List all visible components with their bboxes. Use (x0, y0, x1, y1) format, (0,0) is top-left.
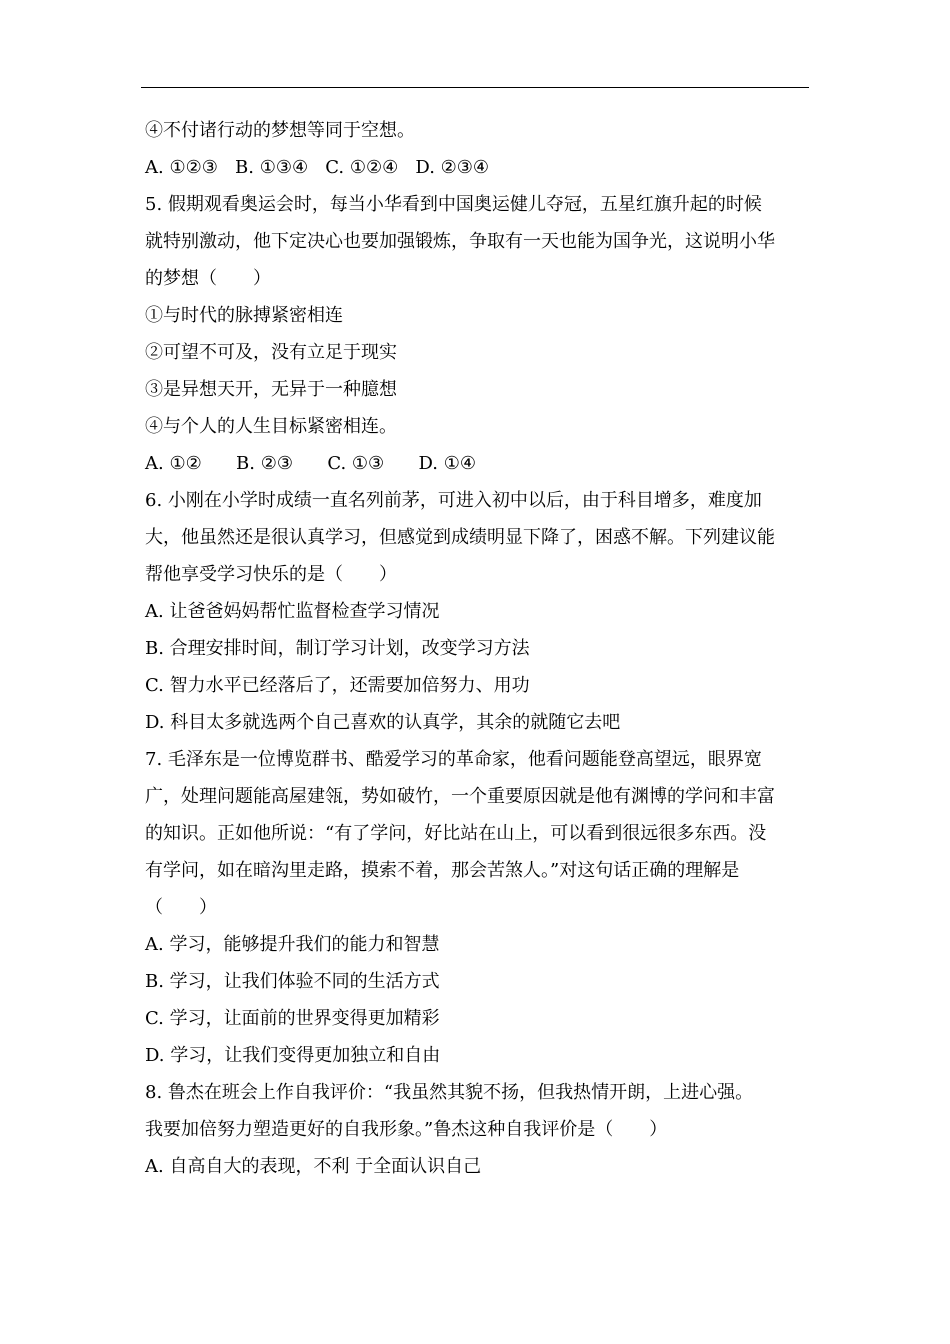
q7-option-d: D. 学习，让我们变得更加独立和自由 (145, 1045, 441, 1066)
question-7-line-2: 广，处理问题能高屋建瓴，势如破竹，一个重要原因就是他有渊博的学问和丰富 (145, 786, 775, 807)
question-8-line-1: 8. 鲁杰在班会上作自我评价：“我虽然其貌不扬，但我热情开朗，上进心强。 (145, 1082, 754, 1103)
q7-option-a: A. 学习，能够提升我们的能力和智慧 (145, 934, 440, 955)
q5-statement-3: ③是异想天开，无异于一种臆想 (145, 379, 397, 400)
question-7-line-1: 7. 毛泽东是一位博览群书、酷爱学习的革命家，他看问题能登高望远，眼界宽 (145, 749, 762, 770)
q5-statement-2: ②可望不可及，没有立足于现实 (145, 342, 397, 363)
text-line-q4-option-4: ④不付诸行动的梦想等同于空想。 (145, 120, 415, 141)
question-7-line-4: 有学问，如在暗沟里走路，摸索不着，那会苦煞人。”对这句话正确的理解是 (145, 860, 740, 881)
q5-statement-1: ①与时代的脉搏紧密相连 (145, 305, 343, 326)
q7-option-b: B. 学习，让我们体验不同的生活方式 (145, 971, 440, 992)
question-6-line-2: 大，他虽然还是很认真学习，但感觉到成绩明显下降了，困惑不解。下列建议能 (145, 527, 775, 548)
q6-option-b: B. 合理安排时间，制订学习计划，改变学习方法 (145, 638, 530, 659)
q8-option-a: A. 自高自大的表现，不利 于全面认识自己 (145, 1156, 482, 1177)
header-rule (141, 87, 809, 88)
question-5-line-1: 5. 假期观看奥运会时，每当小华看到中国奥运健儿夺冠，五星红旗升起的时候 (145, 194, 762, 215)
question-7-line-5: （ ） (145, 897, 217, 918)
question-6-line-1: 6. 小刚在小学时成绩一直名列前茅，可进入初中以后，由于科目增多，难度加 (145, 490, 762, 511)
question-7-line-3: 的知识。正如他所说：“有了学问，好比站在山上，可以看到很远很多东西。没 (145, 823, 767, 844)
question-5-line-2: 就特别激动，他下定决心也要加强锻炼，争取有一天也能为国争光，这说明小华 (145, 231, 775, 252)
document-body (145, 112, 813, 1185)
q6-option-c: C. 智力水平已经落后了，还需要加倍努力、用功 (145, 675, 530, 696)
answer-options-q4: A. ①②③ B. ①③④ C. ①②④ D. ②③④ (145, 157, 490, 178)
q7-option-c: C. 学习，让面前的世界变得更加精彩 (145, 1008, 440, 1029)
question-8-line-2: 我要加倍努力塑造更好的自我形象。”鲁杰这种自我评价是（ ） (145, 1119, 668, 1140)
answer-options-q5: A. ①② B. ②③ C. ①③ D. ①④ (145, 453, 477, 474)
question-5-line-3: 的梦想（ ） (145, 268, 271, 289)
question-6-line-3: 帮他享受学习快乐的是（ ） (145, 564, 397, 585)
q6-option-a: A. 让爸爸妈妈帮忙监督检查学习情况 (145, 601, 440, 622)
q6-option-d: D. 科目太多就选两个自己喜欢的认真学，其余的就随它去吧 (145, 712, 621, 733)
q5-statement-4: ④与个人的人生目标紧密相连。 (145, 416, 397, 437)
